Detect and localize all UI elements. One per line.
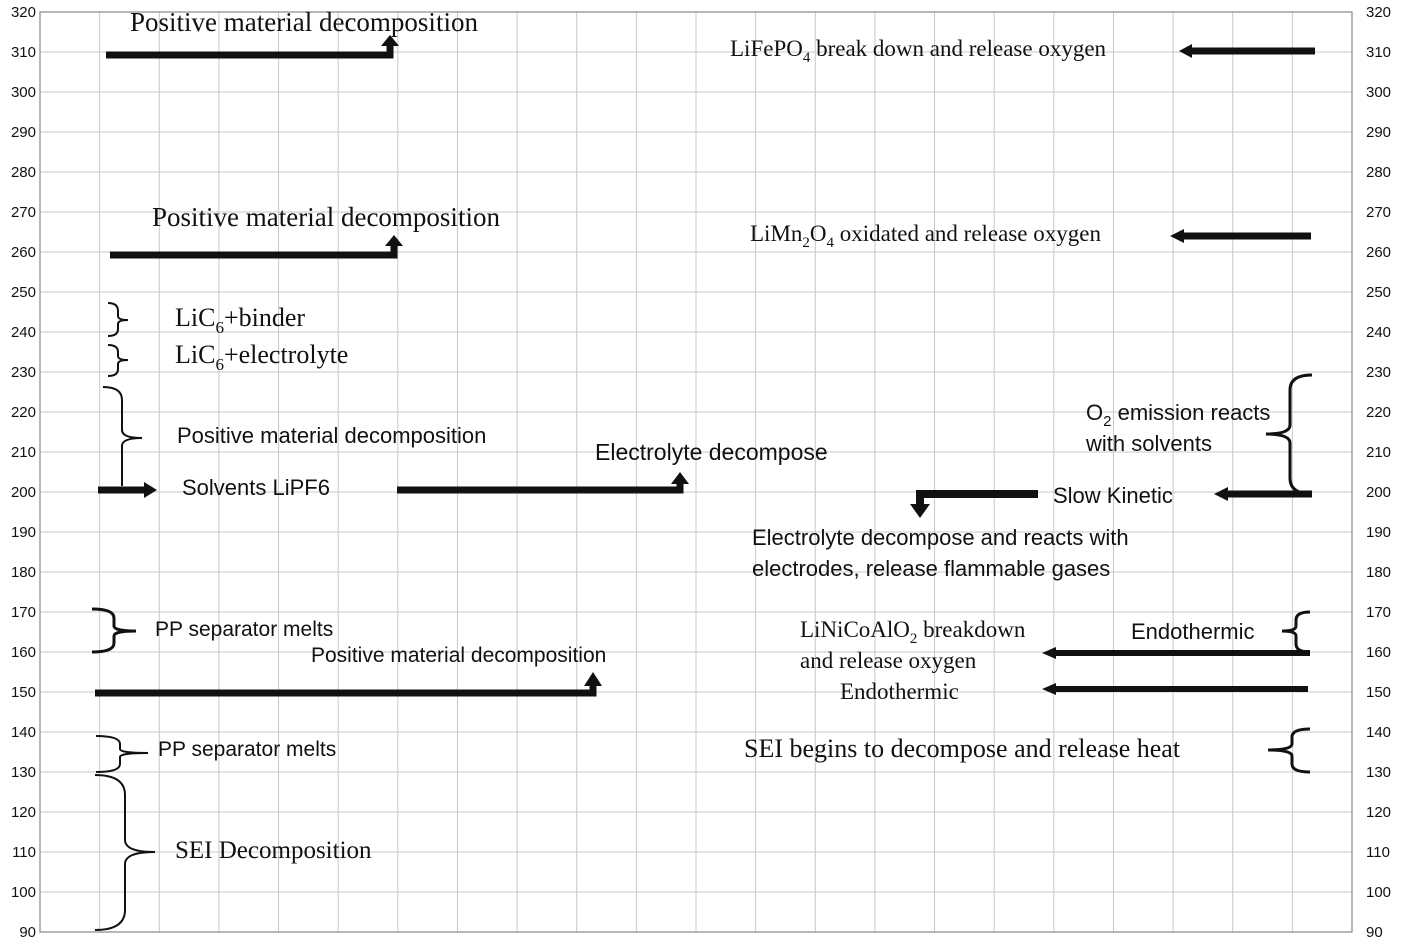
right-tick-label: 190 bbox=[1366, 524, 1392, 541]
arrowhead-right-icon bbox=[144, 482, 157, 498]
arrow-electrolyte-decompose bbox=[397, 482, 680, 490]
right-tick-label: 300 bbox=[1366, 84, 1392, 101]
left-tick-label: 190 bbox=[10, 524, 36, 541]
right-tick-label: 260 bbox=[1366, 244, 1392, 261]
arrowhead-up-icon bbox=[584, 672, 602, 686]
right-tick-label: 240 bbox=[1366, 324, 1392, 341]
right-tick-label: 220 bbox=[1366, 404, 1392, 421]
left-tick-label: 200 bbox=[10, 484, 36, 501]
label-lic6-electrolyte: LiC$_6$+electrolyte bbox=[175, 340, 349, 374]
left-tick-label: 230 bbox=[10, 364, 36, 381]
left-tick-label: 260 bbox=[10, 244, 36, 261]
label-electrolyte-reacts-1: Electrolyte decompose and reacts with bbox=[752, 525, 1129, 550]
arrowhead-up-icon bbox=[385, 235, 403, 246]
right-tick-label: 290 bbox=[1366, 124, 1392, 141]
left-tick-label: 250 bbox=[10, 284, 36, 301]
right-tick-label: 180 bbox=[1366, 564, 1392, 581]
left-tick-label: 310 bbox=[10, 44, 36, 61]
brace-o2-emission bbox=[1266, 375, 1312, 494]
left-tick-label: 280 bbox=[10, 164, 36, 181]
left-tick-label: 150 bbox=[10, 684, 36, 701]
label-pos-decomp-mid: Positive material decomposition bbox=[177, 423, 487, 448]
label-linicoalo2: LiNiCoAlO$_2$ breakdown bbox=[800, 617, 1026, 647]
right-tick-label: 160 bbox=[1366, 644, 1392, 661]
left-axis-ticks bbox=[11, 4, 36, 941]
arrow-pos-decomp-260 bbox=[110, 244, 394, 255]
right-tick-label: 320 bbox=[1366, 4, 1392, 21]
left-tick-label: 170 bbox=[10, 604, 36, 621]
arrowhead-left-icon bbox=[1170, 229, 1184, 243]
right-tick-label: 140 bbox=[1366, 724, 1392, 741]
arrow-pos-decomp-155 bbox=[95, 684, 593, 693]
label-pos-decomp-310: Positive material decomposition bbox=[130, 7, 478, 37]
brace-sei-heat bbox=[1268, 729, 1310, 772]
right-axis-ticks bbox=[1366, 4, 1391, 941]
label-o2-emission: $O_2$ emission reacts bbox=[1086, 400, 1271, 430]
arrowhead-left-icon bbox=[1179, 44, 1192, 58]
right-tick-label: 230 bbox=[1366, 364, 1392, 381]
label-lifepo4: LiFePO$_4$ break down and release oxygen bbox=[730, 36, 1107, 66]
label-solvents-lipf6: Solvents LiPF6 bbox=[182, 475, 330, 500]
label-lic6-binder: LiC$_6$+binder bbox=[175, 303, 306, 337]
label-electrolyte-decompose: Electrolyte decompose bbox=[595, 439, 828, 465]
label-sei-decomposition: SEI Decomposition bbox=[175, 837, 372, 864]
right-tick-label: 130 bbox=[1366, 764, 1392, 781]
brace-pos-decomp-mid bbox=[103, 387, 142, 486]
right-tick-label: 280 bbox=[1366, 164, 1392, 181]
right-tick-label: 170 bbox=[1366, 604, 1392, 621]
left-tick-label: 300 bbox=[10, 84, 36, 101]
label-endothermic-165: Endothermic bbox=[1131, 619, 1255, 644]
left-tick-label: 220 bbox=[10, 404, 36, 421]
left-tick-label: 140 bbox=[10, 724, 36, 741]
left-tick-label: 290 bbox=[10, 124, 36, 141]
right-tick-label: 200 bbox=[1366, 484, 1392, 501]
right-tick-label: 100 bbox=[1366, 884, 1392, 901]
right-tick-label: 250 bbox=[1366, 284, 1392, 301]
brace-endothermic-165 bbox=[1282, 612, 1310, 652]
brace-lic6-electrolyte bbox=[108, 345, 128, 376]
right-tick-label: 90 bbox=[1366, 924, 1383, 941]
label-pp-melts-135: PP separator melts bbox=[158, 738, 337, 761]
left-tick-label: 180 bbox=[10, 564, 36, 581]
arrowhead-down-icon bbox=[910, 504, 930, 518]
label-pos-decomp-155: Positive material decomposition bbox=[311, 644, 607, 667]
label-limn2o4: $LiMn_2O_4$ oxidated and release oxygen bbox=[750, 221, 1101, 251]
left-tick-label: 100 bbox=[10, 884, 36, 901]
left-tick-label: 120 bbox=[10, 804, 36, 821]
left-tick-label: 270 bbox=[10, 204, 36, 221]
arrowhead-left-icon bbox=[1042, 683, 1056, 695]
left-tick-label: 130 bbox=[10, 764, 36, 781]
arrowhead-left-icon bbox=[1042, 647, 1056, 659]
label-slow-kinetic: Slow Kinetic bbox=[1053, 483, 1173, 508]
left-tick-label: 160 bbox=[10, 644, 36, 661]
right-tick-label: 110 bbox=[1366, 844, 1390, 861]
right-tick-label: 270 bbox=[1366, 204, 1392, 221]
right-tick-label: 150 bbox=[1366, 684, 1392, 701]
label-o2-solvents: with solvents bbox=[1086, 431, 1212, 456]
left-tick-label: 90 bbox=[19, 924, 36, 941]
arrowhead-left-icon bbox=[1214, 487, 1228, 501]
arrow-pos-decomp-310 bbox=[106, 44, 390, 55]
left-tick-label: 210 bbox=[10, 444, 36, 461]
brace-pp-melts-165 bbox=[92, 609, 136, 652]
grid-lines bbox=[40, 12, 1352, 932]
left-tick-label: 320 bbox=[10, 4, 36, 21]
arrow-electrolyte-reacts bbox=[920, 494, 1038, 506]
brace-pp-melts-135 bbox=[96, 736, 148, 772]
label-sei-heat: SEI begins to decompose and release heat bbox=[744, 734, 1181, 763]
label-endothermic-150: Endothermic bbox=[840, 679, 959, 704]
label-electrolyte-reacts-2: electrodes, release flammable gases bbox=[752, 556, 1111, 581]
right-tick-label: 210 bbox=[1366, 444, 1392, 461]
right-tick-label: 310 bbox=[1366, 44, 1392, 61]
left-tick-label: 110 bbox=[12, 844, 36, 861]
left-tick-label: 240 bbox=[10, 324, 36, 341]
arrowhead-up-icon bbox=[671, 472, 689, 484]
label-pp-melts-165: PP separator melts bbox=[155, 618, 334, 641]
label-pos-decomp-260: Positive material decomposition bbox=[152, 202, 500, 232]
brace-lic6-binder bbox=[108, 303, 128, 336]
label-linicoalo2-2: and release oxygen bbox=[800, 648, 977, 673]
right-tick-label: 120 bbox=[1366, 804, 1392, 821]
